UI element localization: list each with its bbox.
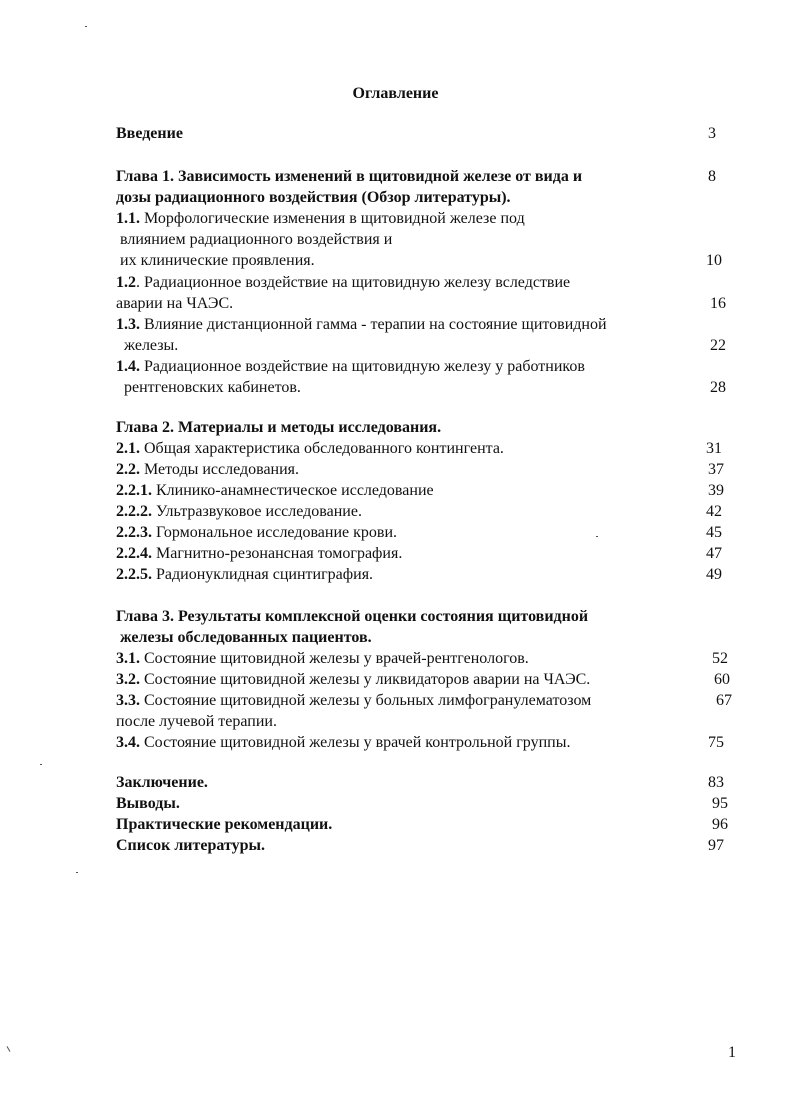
section-text: Методы исследования. xyxy=(140,461,300,478)
section-text: Состояние щитовидной железы у врачей-рентгенологов. xyxy=(140,650,529,667)
section-text: Ультразвуковое исследование. xyxy=(152,503,362,520)
toc-page-section-3-2: 60 xyxy=(714,671,730,688)
toc-section-3-1 xyxy=(116,649,529,669)
toc-section-3-2 xyxy=(116,670,590,690)
toc-page-section-1-4: 28 xyxy=(710,379,726,396)
toc-section-1-1-line3: их клинические проявления. xyxy=(120,252,315,269)
toc-chapter-3-line1: Глава 3. Результаты комплексной оценки состояния щитовидной xyxy=(116,608,589,625)
toc-entry-recommendations: Практические рекомендации. xyxy=(116,816,333,833)
toc-entry-conclusion: Заключение. xyxy=(116,774,208,791)
section-text: Состояние щитовидной железы у врачей контрольной группы. xyxy=(140,734,571,751)
toc-section-2-2-3 xyxy=(116,523,397,543)
toc-section-2-2-4 xyxy=(116,544,402,564)
toc-page-section-3-3: 67 xyxy=(716,692,732,709)
section-text: Клинико-анамнестическое исследование xyxy=(152,482,434,499)
section-number: 2.2.2. xyxy=(116,503,152,520)
section-number: 2.2. xyxy=(116,461,140,478)
section-number: 2.2.3. xyxy=(116,524,152,541)
section-number: 3.2. xyxy=(116,671,140,688)
section-number: 2.2.5. xyxy=(116,566,152,583)
toc-chapter-2: Глава 2. Материалы и методы исследования. xyxy=(116,419,442,436)
section-text: Радионуклидная сцинтиграфия. xyxy=(152,566,374,583)
toc-page-section-1-2: 16 xyxy=(710,295,726,312)
toc-page-section-2-2-5: 49 xyxy=(706,566,722,583)
toc-page-section-1-1: 10 xyxy=(706,252,722,269)
toc-section-1-2-line1 xyxy=(116,273,570,293)
toc-page-section-3-1: 52 xyxy=(712,650,728,667)
section-number: 2.2.4. xyxy=(116,545,152,562)
section-text: Радиационное воздействие на щитовидную железу у работников xyxy=(140,358,585,375)
toc-page-section-2-1: 31 xyxy=(706,440,722,457)
toc-page-findings: 95 xyxy=(712,795,728,812)
section-text: Состояние щитовидной железы у больных лимфогранулематозом xyxy=(140,692,592,709)
toc-section-3-4 xyxy=(116,733,570,753)
toc-section-2-1 xyxy=(116,439,504,459)
toc-page-section-1-3: 22 xyxy=(710,337,726,354)
section-text: Состояние щитовидной железы у ликвидаторов аварии на ЧАЭС. xyxy=(140,671,591,688)
section-text: Магнитно-резонансная томография. xyxy=(152,545,403,562)
toc-entry-references: Список литературы. xyxy=(116,837,265,854)
toc-chapter-1-line1: Глава 1. Зависимость изменений в щитовидной железе от вида и xyxy=(116,168,583,185)
toc-section-1-3-line1 xyxy=(116,315,607,335)
section-number: 2.2.1. xyxy=(116,482,152,499)
toc-title: Оглавление xyxy=(352,85,439,102)
scan-speck xyxy=(85,26,87,27)
toc-page-references: 97 xyxy=(708,837,724,854)
section-number: 3.1. xyxy=(116,650,140,667)
toc-page-conclusion: 83 xyxy=(708,774,724,791)
section-text: . Радиационное воздействие на щитовидную железу вследствие xyxy=(136,274,571,291)
toc-page-recommendations: 96 xyxy=(712,816,728,833)
toc-page-chapter-1: 8 xyxy=(708,168,716,185)
toc-page-section-2-2-4: 47 xyxy=(706,545,722,562)
toc-section-2-2-2 xyxy=(116,502,362,522)
toc-section-1-1-line2: влиянием радиационного воздействия и xyxy=(120,231,393,248)
section-number: 1.2 xyxy=(116,274,136,291)
toc-page-section-3-4: 75 xyxy=(708,734,724,751)
section-text: Влияние дистанционной гамма - терапии на состояние щитовидной xyxy=(140,316,607,333)
toc-chapter-3-line2: железы обследованных пациентов. xyxy=(120,629,372,646)
section-text: Морфологические изменения в щитовидной железе под xyxy=(140,210,525,227)
scan-speck xyxy=(7,1046,11,1052)
scan-speck xyxy=(596,536,598,537)
toc-page-section-2-2-2: 42 xyxy=(706,503,722,520)
section-number: 3.4. xyxy=(116,734,140,751)
toc-section-2-2-5 xyxy=(116,565,373,585)
toc-section-1-3-line2: железы. xyxy=(124,337,179,354)
toc-entry-intro: Введение xyxy=(116,125,183,142)
toc-page-section-2-2: 37 xyxy=(708,461,724,478)
toc-section-3-3-line1 xyxy=(116,691,591,711)
toc-section-3-3-line2: после лучевой терапии. xyxy=(116,713,277,730)
scan-speck xyxy=(40,764,42,765)
section-number: 1.1. xyxy=(116,210,140,227)
toc-page-intro: 3 xyxy=(708,125,716,142)
toc-section-1-4-line2: рентгеновских кабинетов. xyxy=(124,379,301,396)
toc-page-section-2-2-3: 45 xyxy=(706,524,722,541)
toc-section-1-1-line1 xyxy=(116,209,525,229)
scan-speck xyxy=(76,872,78,873)
section-number: 1.3. xyxy=(116,316,140,333)
section-number: 1.4. xyxy=(116,358,140,375)
toc-entry-findings: Выводы. xyxy=(116,795,180,812)
section-text: Гормональное исследование крови. xyxy=(152,524,398,541)
section-text: Общая характеристика обследованного контингента. xyxy=(140,440,504,457)
section-number: 3.3. xyxy=(116,692,140,709)
toc-page-section-2-2-1: 39 xyxy=(708,482,724,499)
toc-section-1-2-line2: аварии на ЧАЭС. xyxy=(116,295,234,312)
toc-chapter-1-line2: дозы радиационного воздействия (Обзор литературы). xyxy=(116,189,511,206)
section-number: 2.1. xyxy=(116,440,140,457)
page-number: 1 xyxy=(728,1044,736,1061)
toc-section-2-2 xyxy=(116,460,299,480)
toc-section-1-4-line1 xyxy=(116,357,585,377)
toc-section-2-2-1 xyxy=(116,481,434,501)
